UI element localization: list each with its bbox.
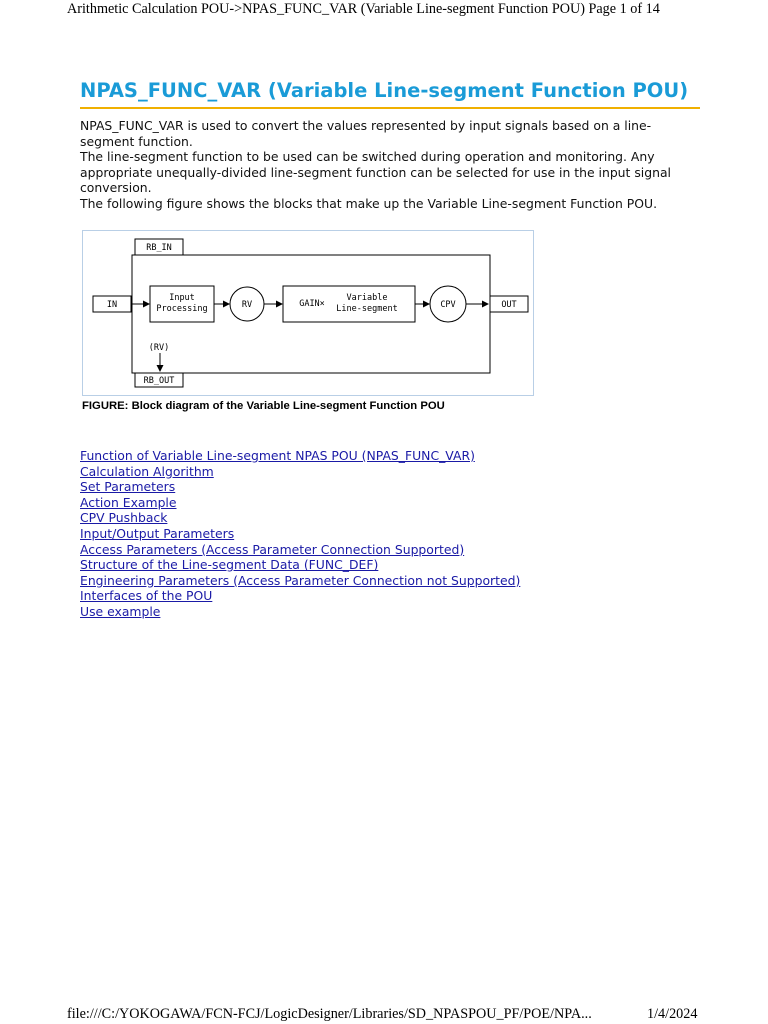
input-processing-label-1: Input [169,293,195,303]
rv-feedback-label: (RV) [148,343,170,353]
link-action-example[interactable]: Action Example [80,494,177,510]
print-footer [67,1006,707,1023]
footer-date: 1/4/2024 [647,1006,698,1022]
link-input-output-parameters[interactable]: Input/Output Parameters [80,525,235,541]
intro-paragraph: The line-segment function to be used can be switched during operation and monitoring. Any appropriate unequally-divided line-segment function can be selected for use in the input signal conversion. [80,149,671,196]
link-cpv-pushback[interactable]: CPV Pushback [80,510,168,526]
link-function-of-variable-line-segment[interactable]: Function of Variable Line-segment NPAS POU (NPAS_FUNC_VAR) [80,448,475,463]
out-label: OUT [501,300,517,310]
footer-file-path: file:///C:/YOKOGAWA/FCN-FCJ/LogicDesigner/Libraries/SD_NPASPOU_PF/POE/NPA... [67,1006,592,1022]
cpv-label: CPV [440,300,456,310]
in-label: IN [106,300,118,310]
variable-label-1: Variable [346,293,388,303]
input-processing-label-2: Processing [156,304,208,314]
print-header: Arithmetic Calculation POU->NPAS_FUNC_VAR (Variable Line-segment Function POU) Page 1 of 14 [67,1,660,17]
link-engineering-parameters[interactable]: Engineering Parameters (Access Parameter Connection not Supported) [80,572,521,588]
page-title: NPAS_FUNC_VAR (Variable Line-segment Function POU) [80,79,700,109]
topic-link-list [80,448,700,620]
intro-text [80,118,690,212]
link-calculation-algorithm[interactable]: Calculation Algorithm [80,463,214,479]
variable-label-2: Line-segment [336,304,398,314]
link-set-parameters[interactable]: Set Parameters [80,479,176,495]
rv-label: RV [241,300,253,310]
link-structure-of-line-segment-data[interactable]: Structure of the Line-segment Data (FUNC_DEF) [80,557,379,573]
gain-label: GAIN× [299,299,325,309]
rb-in-label: RB_IN [146,243,172,253]
figure-caption: FIGURE: Block diagram of the Variable Line-segment Function POU [82,400,445,412]
link-access-parameters[interactable]: Access Parameters (Access Parameter Connection Supported) [80,541,465,557]
block-diagram-figure [82,230,534,396]
link-use-example[interactable]: Use example [80,603,161,619]
block-diagram [83,231,533,395]
intro-paragraph: NPAS_FUNC_VAR is used to convert the values represented by input signals based on a line-segment function. [80,118,652,149]
rb-out-label: RB_OUT [143,376,175,386]
link-interfaces-of-the-pou[interactable]: Interfaces of the POU [80,588,213,604]
intro-paragraph: The following figure shows the blocks that make up the Variable Line-segment Function POU. [80,195,658,211]
